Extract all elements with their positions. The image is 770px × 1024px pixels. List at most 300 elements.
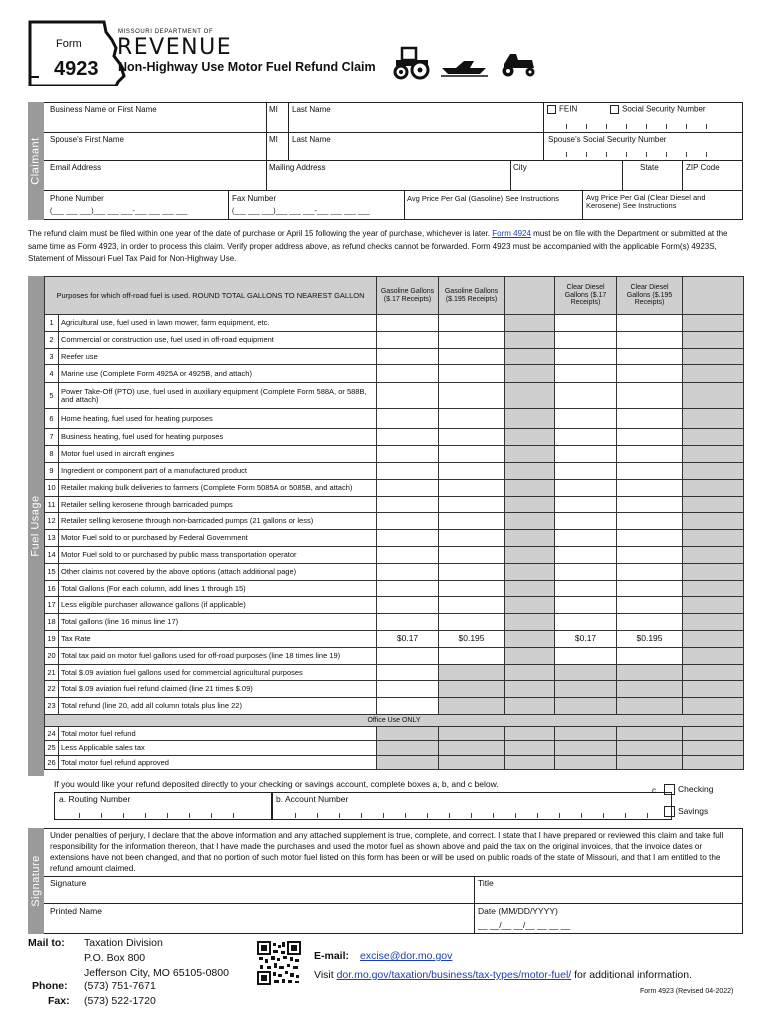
gallons-input[interactable]	[439, 530, 505, 547]
gallons-input[interactable]	[377, 383, 439, 409]
line-number: 22	[45, 681, 59, 698]
col-diesel-195-header: Clear Diesel Gallons ($.195 Receipts)	[617, 277, 683, 315]
gallons-input[interactable]	[617, 597, 683, 614]
line-number: 12	[45, 513, 59, 530]
account-number-input[interactable]: b. Account Number	[272, 792, 672, 820]
spacer-cell	[505, 580, 555, 597]
line-description: Total refund (line 20, add all column totals plus line 22)	[59, 698, 377, 715]
line-description: Total gallons (line 16 minus line 17)	[59, 614, 377, 631]
fuel-line-row	[45, 409, 744, 429]
gallons-input[interactable]	[555, 580, 617, 597]
zip-label: ZIP Code	[686, 163, 720, 172]
line-number: 23	[45, 698, 59, 715]
line-number: 25	[45, 741, 59, 756]
form-4924-link[interactable]: Form 4924	[492, 229, 531, 238]
line-number: 16	[45, 580, 59, 597]
office-cell	[439, 741, 505, 756]
line-number: 20	[45, 647, 59, 664]
line-description: Total motor fuel refund	[59, 726, 377, 741]
shaded-cell	[555, 698, 617, 715]
tax-rate-value: $0.195	[617, 630, 683, 647]
gallons-input[interactable]	[555, 479, 617, 496]
boat-icon	[440, 56, 490, 78]
line-number: 18	[45, 614, 59, 631]
gallons-input[interactable]	[555, 496, 617, 513]
gallons-input[interactable]	[439, 614, 505, 631]
office-cell	[439, 726, 505, 741]
gallons-input[interactable]	[439, 429, 505, 446]
gallons-input[interactable]	[377, 546, 439, 563]
spacer-cell	[683, 348, 744, 365]
spacer-cell	[683, 365, 744, 383]
gallons-input[interactable]	[439, 348, 505, 365]
gallons-input[interactable]	[377, 462, 439, 479]
fax-footer-label: Fax:	[48, 995, 70, 1007]
fuel-line-row	[45, 462, 744, 479]
tractor-icon	[392, 46, 434, 80]
gallons-input[interactable]	[617, 563, 683, 580]
line-description: Home heating, fuel used for heating purposes	[59, 409, 377, 429]
fuel-line-row	[45, 365, 744, 383]
fuel-line-row	[45, 614, 744, 631]
gallons-input[interactable]	[439, 496, 505, 513]
gallons-input[interactable]	[617, 429, 683, 446]
spacer-cell	[683, 331, 744, 348]
email-link[interactable]: excise@dor.mo.gov	[360, 950, 453, 962]
phone-label: Phone Number	[50, 194, 104, 203]
line-description: Business heating, fuel used for heating purposes	[59, 429, 377, 446]
fein-checkbox[interactable]: FEIN	[547, 105, 577, 114]
line-description: Motor Fuel sold to or purchased by public mass transportation operator	[59, 546, 377, 563]
shaded-cell	[439, 681, 505, 698]
spacer-cell	[505, 409, 555, 429]
gallons-input[interactable]	[617, 348, 683, 365]
fuel-line-row	[45, 530, 744, 547]
form-word: Form	[56, 38, 82, 50]
gallons-input[interactable]	[377, 681, 439, 698]
dept-name-logo: REVENUE	[117, 35, 233, 60]
gallons-input[interactable]	[439, 597, 505, 614]
line-description: Less Applicable sales tax	[59, 741, 377, 756]
gallons-input[interactable]	[377, 513, 439, 530]
gallons-input[interactable]	[439, 513, 505, 530]
spacer-cell	[683, 513, 744, 530]
spacer-cell	[683, 597, 744, 614]
gallons-input[interactable]	[555, 462, 617, 479]
gallons-input[interactable]	[439, 409, 505, 429]
address-line-3: Jefferson City, MO 65105-0800	[84, 967, 229, 979]
line-description: Retailer selling kerosene through non-barricaded pumps (21 gallons or less)	[59, 513, 377, 530]
office-cell	[555, 755, 617, 770]
spacer-cell	[505, 698, 555, 715]
business-name-label: Business Name or First Name	[50, 105, 157, 114]
gallons-input[interactable]	[439, 647, 505, 664]
fuel-line-row	[45, 315, 744, 332]
shaded-cell	[617, 698, 683, 715]
line-description: Total tax paid on motor fuel gallons used for off-road purposes (line 18 times line 19)	[59, 647, 377, 664]
signature-label: Signature	[50, 878, 87, 888]
gallons-input[interactable]	[617, 479, 683, 496]
spacer-cell	[505, 331, 555, 348]
email-footer-label: E-mail:	[314, 950, 350, 962]
spacer-cell	[505, 614, 555, 631]
tax-rate-value: $0.17	[555, 630, 617, 647]
spacer-cell	[505, 513, 555, 530]
dept-line: MISSOURI DEPARTMENT OF	[118, 29, 214, 35]
tax-rate-value: $0.17	[377, 630, 439, 647]
shaded-cell	[555, 664, 617, 681]
spacer-cell	[505, 315, 555, 332]
spacer-cell	[683, 580, 744, 597]
gallons-input[interactable]	[617, 315, 683, 332]
address-line-2: P.O. Box 800	[84, 952, 146, 964]
spacer-cell	[683, 614, 744, 631]
office-cell	[683, 726, 744, 741]
spacer-cell	[505, 630, 555, 647]
gallons-input[interactable]	[377, 365, 439, 383]
form-revision: Form 4923 (Revised 04-2022)	[640, 988, 734, 995]
phone-input[interactable]: (___ ___ ___)___ ___ ___-___ ___ ___ ___	[50, 208, 188, 215]
qr-code-icon[interactable]	[257, 941, 301, 985]
fuel-line-row	[45, 563, 744, 580]
gallons-input[interactable]	[439, 331, 505, 348]
fuel-line-row	[45, 630, 744, 647]
line-description: Total $.09 aviation fuel gallons used for commercial agricultural purposes	[59, 664, 377, 681]
line-number: 6	[45, 409, 59, 429]
office-cell	[505, 741, 555, 756]
mailing-address-label: Mailing Address	[269, 163, 326, 172]
line-description: Total $.09 aviation fuel refund claimed (line 21 times $.09)	[59, 681, 377, 698]
fuel-line-row	[45, 647, 744, 664]
spacer-cell	[505, 348, 555, 365]
gallons-input[interactable]	[439, 546, 505, 563]
gallons-input[interactable]	[439, 365, 505, 383]
gallons-input[interactable]	[377, 409, 439, 429]
mail-to-label: Mail to:	[28, 937, 65, 949]
office-line-row	[45, 741, 744, 756]
spacer-cell	[683, 479, 744, 496]
lawn-mower-icon	[498, 48, 540, 80]
gallons-input[interactable]	[555, 614, 617, 631]
signature-input[interactable]	[46, 888, 472, 902]
date-label: Date (MM/DD/YYYY)	[478, 906, 558, 916]
fuel-line-row	[45, 496, 744, 513]
spacer-cell	[505, 647, 555, 664]
gallons-input[interactable]	[617, 546, 683, 563]
line-description: Retailer selling kerosene through barricaded pumps	[59, 496, 377, 513]
shaded-cell	[555, 681, 617, 698]
signature-side-label: Signature	[28, 828, 44, 934]
office-cell	[505, 755, 555, 770]
spacer-cell	[505, 597, 555, 614]
gallons-input[interactable]	[377, 331, 439, 348]
line-number: 15	[45, 563, 59, 580]
office-line-row	[45, 755, 744, 770]
corner-mark	[29, 76, 39, 78]
shaded-cell	[617, 664, 683, 681]
avg-price-diesel-label: Avg Price Per Gal (Clear Diesel and Kerosene) See Instructions	[586, 193, 706, 211]
tax-rate-value: $0.195	[439, 630, 505, 647]
last-name-label: Last Name	[292, 105, 331, 114]
fuel-line-row	[45, 597, 744, 614]
spacer-cell	[505, 546, 555, 563]
office-cell	[377, 741, 439, 756]
line-number: 10	[45, 479, 59, 496]
line-number: 4	[45, 365, 59, 383]
routing-number-input[interactable]: a. Routing Number	[54, 792, 272, 820]
office-cell	[439, 755, 505, 770]
spacer-cell	[683, 462, 744, 479]
line-description: Motor fuel used in aircraft engines	[59, 446, 377, 463]
fuel-usage-side-label: Fuel Usage	[28, 276, 44, 776]
gallons-input[interactable]	[439, 462, 505, 479]
office-cell	[377, 726, 439, 741]
gallons-input[interactable]	[617, 446, 683, 463]
fuel-line-row	[45, 348, 744, 365]
spouse-ssn-label: Spouse's Social Security Number	[548, 135, 667, 144]
shaded-cell	[617, 681, 683, 698]
spacer-cell	[683, 496, 744, 513]
gallons-input[interactable]	[555, 446, 617, 463]
spacer-cell	[683, 546, 744, 563]
line-number: 17	[45, 597, 59, 614]
title-input[interactable]	[476, 888, 740, 902]
fax-input[interactable]: (___ ___ ___)___ ___ ___-___ ___ ___ ___	[232, 208, 370, 215]
spacer-cell	[683, 429, 744, 446]
line-description: Agricultural use, fuel used in lawn mower, farm equipment, etc.	[59, 315, 377, 332]
purpose-header: Purposes for which off-road fuel is used. ROUND TOTAL GALLONS TO NEAREST GALLON	[45, 277, 377, 315]
ssn-checkbox[interactable]: Social Security Number	[610, 105, 706, 114]
gallons-input[interactable]	[377, 348, 439, 365]
address-line-1: Taxation Division	[84, 937, 163, 949]
line-description: Total motor fuel refund approved	[59, 755, 377, 770]
line-number: 5	[45, 383, 59, 409]
fuel-usage-table	[44, 276, 744, 770]
spacer-cell	[505, 462, 555, 479]
gallons-input[interactable]	[617, 496, 683, 513]
gallons-input[interactable]	[617, 365, 683, 383]
state-label: State	[640, 163, 659, 172]
office-cell	[377, 755, 439, 770]
gallons-input[interactable]	[555, 597, 617, 614]
line-number: 3	[45, 348, 59, 365]
fuel-line-row	[45, 429, 744, 446]
deposit-instructions: If you would like your refund deposited directly to your checking or savings account, complete boxes a, b, and c below.	[54, 779, 499, 789]
savings-checkbox[interactable]: Savings	[664, 806, 708, 817]
gallons-input[interactable]	[439, 479, 505, 496]
line-description: Reefer use	[59, 348, 377, 365]
spacer-cell	[683, 698, 744, 715]
spouse-ssn-input[interactable]	[548, 148, 740, 158]
spouse-first-name-label: Spouse's First Name	[50, 135, 124, 144]
phone-footer-label: Phone:	[32, 980, 68, 992]
checking-checkbox[interactable]: Checking	[664, 784, 713, 795]
gallons-input[interactable]	[439, 315, 505, 332]
checking-checkbox-box[interactable]	[664, 784, 675, 795]
office-use-label: Office Use ONLY	[45, 714, 744, 726]
office-cell	[505, 726, 555, 741]
spouse-last-name-label: Last Name	[292, 135, 331, 144]
gallons-input[interactable]	[555, 331, 617, 348]
gallons-input[interactable]	[555, 513, 617, 530]
spacer-cell	[505, 664, 555, 681]
gallons-input[interactable]	[377, 315, 439, 332]
fuel-line-row	[45, 580, 744, 597]
spacer-cell	[505, 530, 555, 547]
claimant-side-label: Claimant	[28, 102, 44, 220]
office-cell	[683, 741, 744, 756]
line-description: Other claims not covered by the above options (attach additional page)	[59, 563, 377, 580]
col-gas-195-header: Gasoline Gallons ($.195 Receipts)	[439, 277, 505, 315]
business-name-input[interactable]	[46, 116, 264, 130]
fuel-line-row	[45, 546, 744, 563]
fein-checkbox-box[interactable]	[547, 105, 556, 114]
line-number: 14	[45, 546, 59, 563]
total-refund-input[interactable]	[377, 698, 439, 715]
visit-line: Visit dor.mo.gov/taxation/business/tax-types/motor-fuel/ for additional information.	[314, 969, 693, 981]
line-number: 1	[45, 315, 59, 332]
gallons-input[interactable]	[377, 647, 439, 664]
phone-footer-value: (573) 751-7671	[84, 980, 156, 992]
gallons-input[interactable]	[555, 315, 617, 332]
gallons-input[interactable]	[439, 383, 505, 409]
form-title: Non-Highway Use Motor Fuel Refund Claim	[118, 60, 376, 74]
spacer-cell	[683, 630, 744, 647]
office-line-row	[45, 726, 744, 741]
gallons-input[interactable]	[555, 429, 617, 446]
spacer-cell	[505, 479, 555, 496]
gallons-input[interactable]	[555, 409, 617, 429]
line-number: 11	[45, 496, 59, 513]
gallons-input[interactable]	[377, 530, 439, 547]
gallons-input[interactable]	[377, 597, 439, 614]
filing-notice: The refund claim must be filed within one year of the date of purchase or April 15 following the year of purchase, whichever is later. Form 4924 must be on file with the Department or submitted at the same time as Form 4923, in order to process this claim. Verify proper address above, as refund checks cannot be forwarded. Form 4923 must be accompanied with the applicable Form(s) 4923S, Statement of Missouri Fuel Tax Paid for Non-Highway Use.	[28, 229, 728, 263]
line-number: 9	[45, 462, 59, 479]
line-number: 13	[45, 530, 59, 547]
office-cell	[555, 741, 617, 756]
spacer-cell	[505, 496, 555, 513]
spacer-cell	[683, 530, 744, 547]
spacer-cell	[505, 365, 555, 383]
gallons-input[interactable]	[377, 614, 439, 631]
line-description: Motor Fuel sold to or purchased by Federal Government	[59, 530, 377, 547]
spacer-cell	[505, 429, 555, 446]
motor-fuel-website-link[interactable]: dor.mo.gov/taxation/business/tax-types/motor-fuel/	[336, 969, 572, 981]
gallons-input[interactable]	[377, 664, 439, 681]
mi-label: MI	[269, 105, 278, 114]
gallons-input[interactable]	[439, 563, 505, 580]
office-cell	[617, 726, 683, 741]
spouse-mi-label: MI	[269, 135, 278, 144]
line-description: Power Take-Off (PTO) use, fuel used in auxiliary equipment (Complete Form 588A, or 588B, and attach)	[59, 383, 377, 409]
gallons-input[interactable]	[555, 546, 617, 563]
printed-name-input[interactable]	[46, 917, 472, 932]
gallons-input[interactable]	[617, 530, 683, 547]
gallons-input[interactable]	[377, 429, 439, 446]
spacer-cell	[683, 647, 744, 664]
gallons-input[interactable]	[377, 496, 439, 513]
fax-footer-value: (573) 522-1720	[84, 995, 156, 1007]
gallons-input[interactable]	[439, 446, 505, 463]
date-input[interactable]: __ __/__ __/__ __ __ __	[478, 920, 571, 930]
fuel-line-row	[45, 383, 744, 409]
gallons-input[interactable]	[377, 563, 439, 580]
gallons-input[interactable]	[617, 647, 683, 664]
fuel-line-row	[45, 331, 744, 348]
gallons-input[interactable]	[617, 462, 683, 479]
fuel-line-row	[45, 664, 744, 681]
office-cell	[617, 755, 683, 770]
spacer-cell	[505, 681, 555, 698]
gallons-input[interactable]	[617, 331, 683, 348]
line-description: Total Gallons (For each column, add lines 1 through 15)	[59, 580, 377, 597]
shaded-cell	[439, 664, 505, 681]
spacer-cell	[683, 563, 744, 580]
gallons-input[interactable]	[439, 580, 505, 597]
gallons-input[interactable]	[377, 580, 439, 597]
gallons-input[interactable]	[617, 614, 683, 631]
savings-checkbox-box[interactable]	[664, 806, 675, 817]
printed-name-label: Printed Name	[50, 906, 102, 916]
spacer-cell	[683, 446, 744, 463]
spacer-cell	[505, 563, 555, 580]
avg-price-gasoline-label: Avg Price Per Gal (Gasoline) See Instructions	[407, 194, 560, 203]
col-gas-17-header: Gasoline Gallons ($.17 Receipts)	[377, 277, 439, 315]
fuel-line-row	[45, 698, 744, 715]
spacer-cell	[683, 409, 744, 429]
gallons-input[interactable]	[555, 530, 617, 547]
gallons-input[interactable]	[555, 348, 617, 365]
spacer-cell	[683, 664, 744, 681]
gallons-input[interactable]	[617, 409, 683, 429]
line-description: Tax Rate	[59, 630, 377, 647]
gallons-input[interactable]	[377, 479, 439, 496]
spacer-cell	[505, 383, 555, 409]
ssn-checkbox-box[interactable]	[610, 105, 619, 114]
account-type-label: c.	[652, 785, 659, 795]
line-number: 24	[45, 726, 59, 741]
gallons-input[interactable]	[555, 563, 617, 580]
fuel-line-row	[45, 479, 744, 496]
line-number: 26	[45, 755, 59, 770]
line-number: 19	[45, 630, 59, 647]
gallons-input[interactable]	[555, 365, 617, 383]
gallons-input[interactable]	[617, 513, 683, 530]
form-number: 4923	[54, 58, 99, 80]
spacer-cell	[683, 681, 744, 698]
line-description: Marine use (Complete Form 4925A or 4925B, and attach)	[59, 365, 377, 383]
fuel-line-row	[45, 513, 744, 530]
line-description: Less eligible purchaser allowance gallons (if applicable)	[59, 597, 377, 614]
line-number: 2	[45, 331, 59, 348]
office-cell	[683, 755, 744, 770]
line-number: 7	[45, 429, 59, 446]
gallons-input[interactable]	[617, 383, 683, 409]
spacer-cell	[683, 383, 744, 409]
gallons-input[interactable]	[617, 580, 683, 597]
office-use-row	[45, 714, 744, 726]
title-label: Title	[478, 878, 494, 888]
gallons-input[interactable]	[377, 446, 439, 463]
fein-ssn-input[interactable]	[548, 120, 740, 130]
shaded-cell	[439, 698, 505, 715]
gallons-input[interactable]	[555, 647, 617, 664]
fuel-line-row	[45, 681, 744, 698]
perjury-statement: Under penalties of perjury, I declare that the above information and any attached supplement is true, complete, and correct. I state that I have prepared or reviewed this claim and take full responsibility for the information thereon, that I have made the purchases and used the motor fuel as shown above and paid the tax on the original invoices, that the invoice dates or extensions have not been changed, and that no portion of such motor fuel listed on this form has been or will be used on public roads of the state of Missouri, and that I am entitled to the refund amount claimed.	[50, 831, 724, 873]
gallons-input[interactable]	[555, 383, 617, 409]
fuel-line-row	[45, 446, 744, 463]
line-description: Retailer making bulk deliveries to farmers (Complete Form 5085A or 5085B, and attach)	[59, 479, 377, 496]
